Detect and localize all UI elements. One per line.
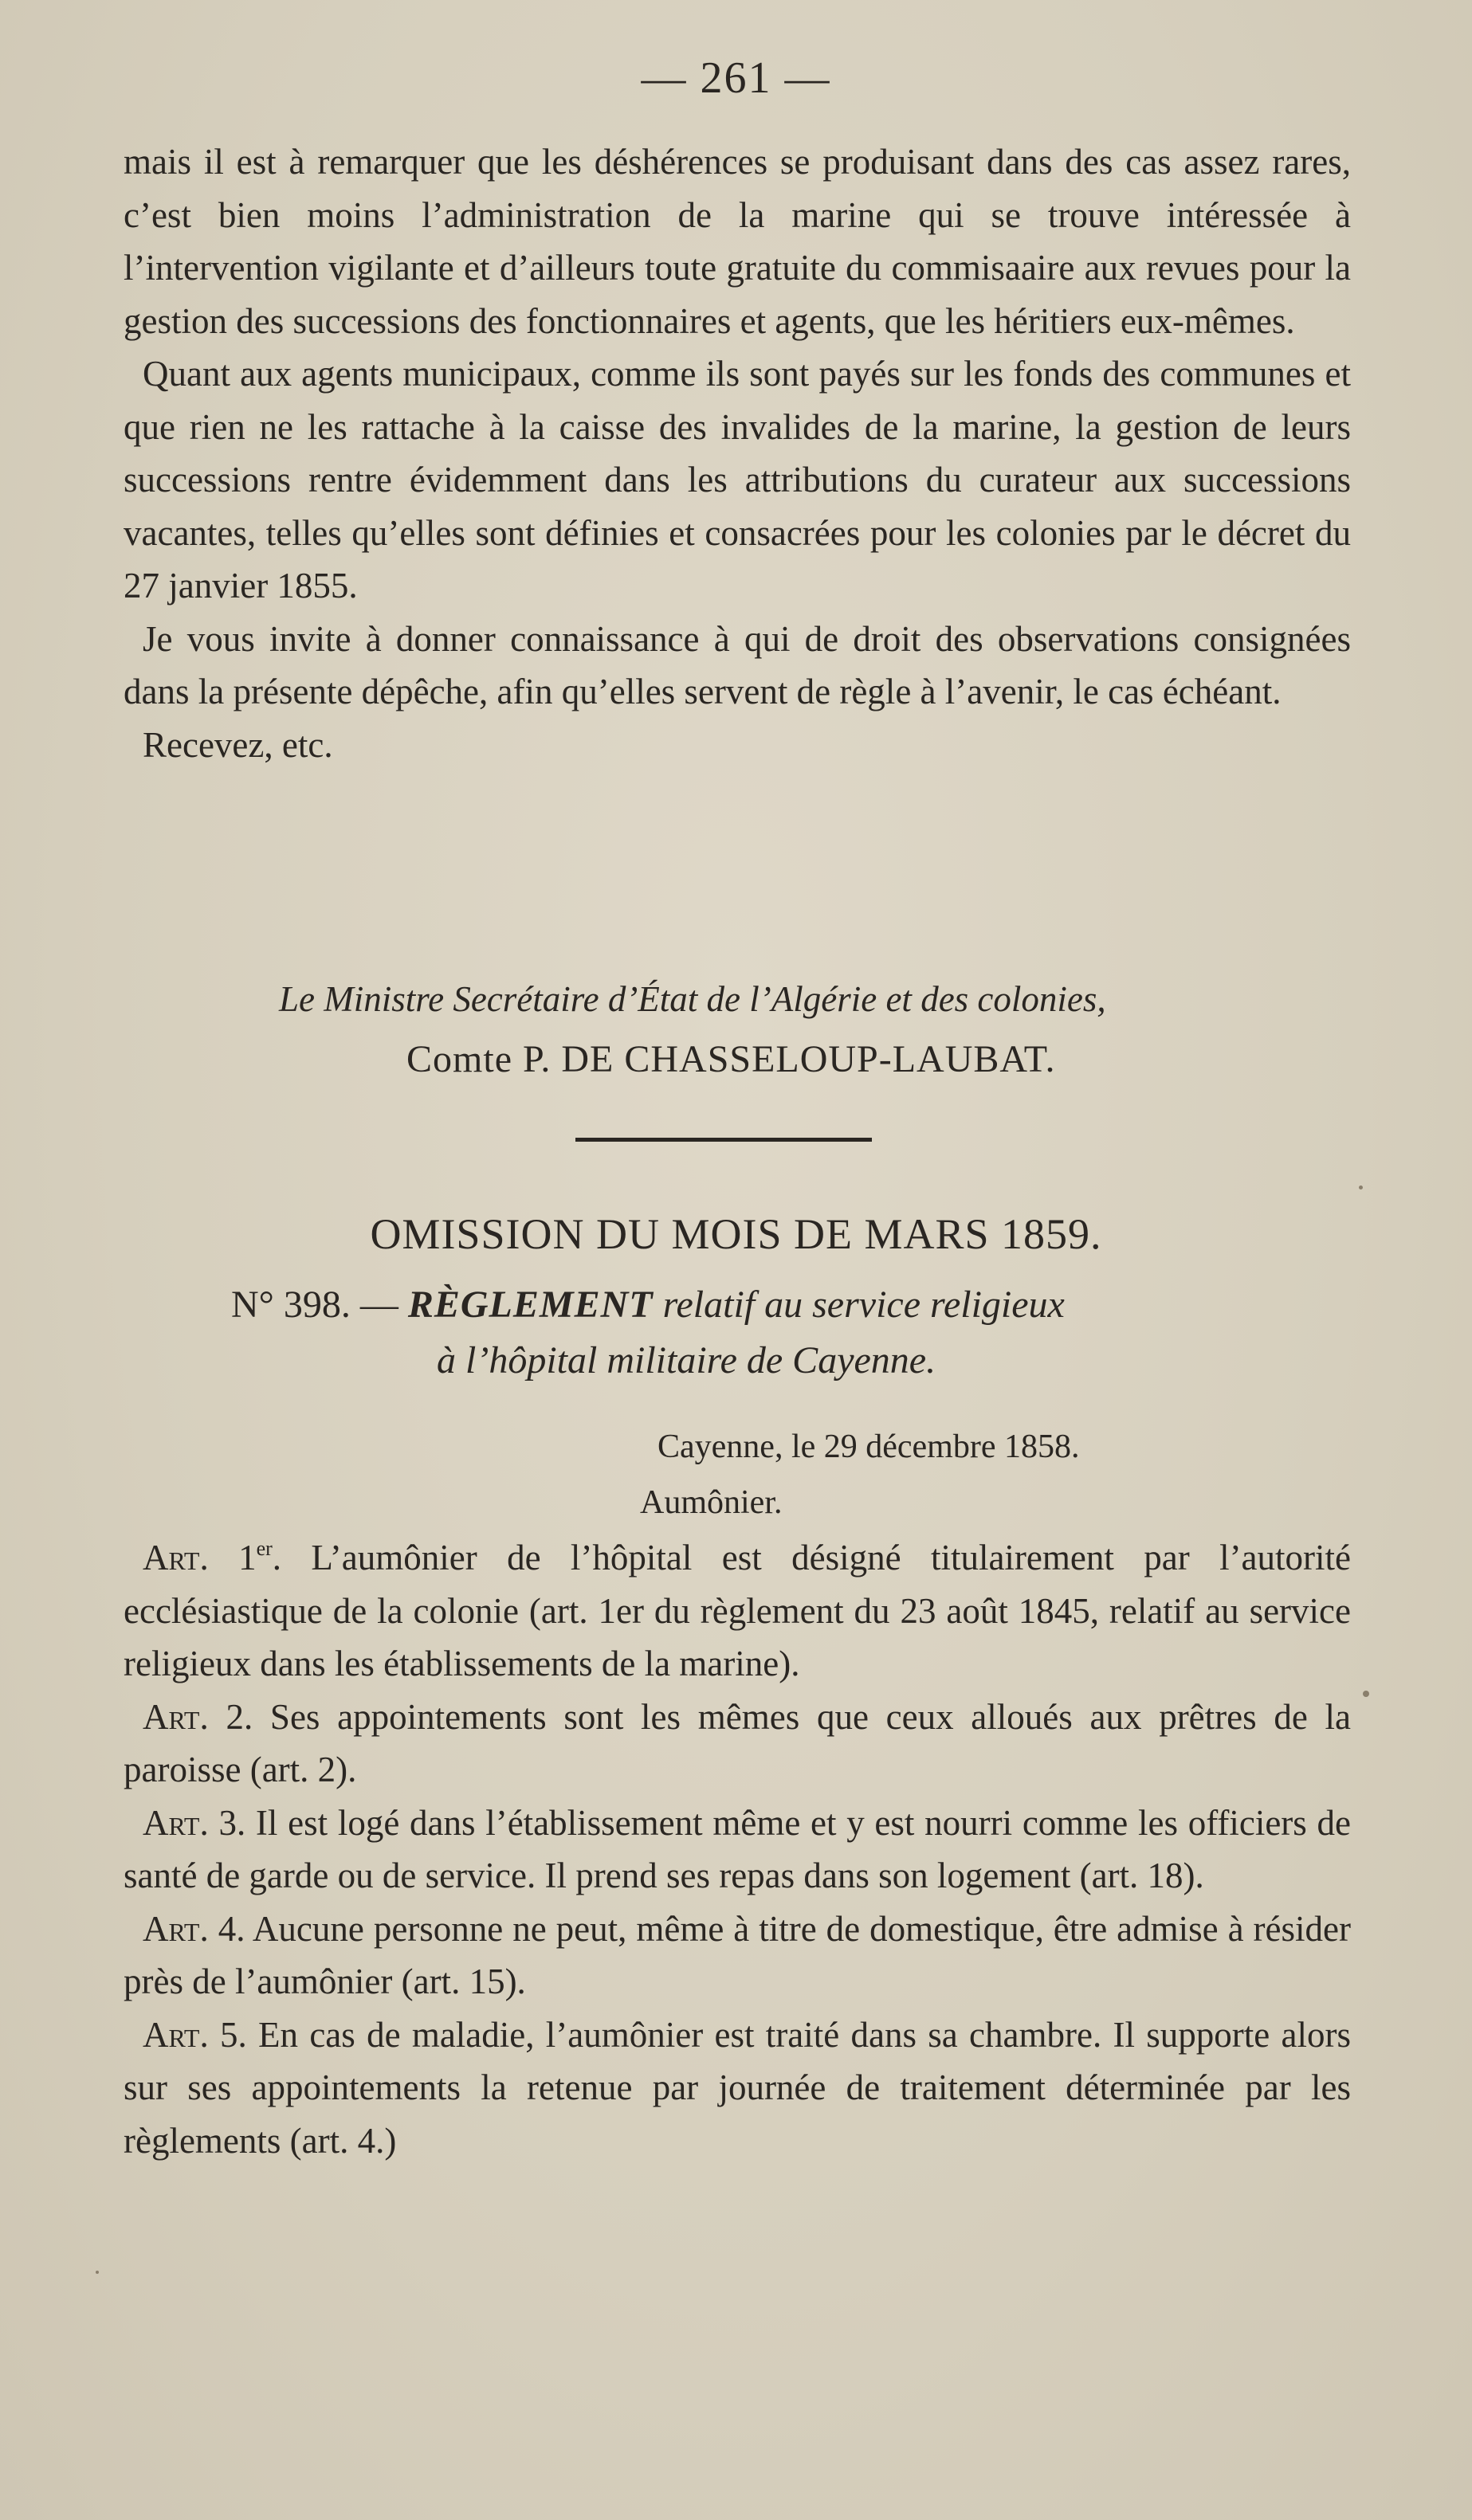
article-label: Art. bbox=[143, 2014, 209, 2055]
regulation-title-line2: à l’hôpital militaire de Cayenne. bbox=[437, 1339, 936, 1381]
article-text: . Aucune personne ne peut, même à titre de domestique, être admise à résider près de l’aumônier (art. 15). bbox=[124, 1908, 1351, 2001]
section-heading-aumonier: Aumônier. bbox=[640, 1484, 783, 1521]
article-1 bbox=[124, 1531, 1351, 1691]
regulation-dash: — bbox=[359, 1284, 398, 1326]
article-number: 3 bbox=[218, 1802, 237, 1843]
article-number: 1 bbox=[238, 1538, 257, 1577]
article-text: . L’aumônier de l’hôpital est désigné titulairement par l’autorité ecclésiastique de la colonie (art. 1er du règlement du 23 août 1845, relatif au service religieux dans les établissements de la marine). bbox=[124, 1538, 1351, 1683]
article-label: Art. bbox=[143, 1538, 209, 1577]
paragraph-deshérences: mais il est à remarquer que les déshérences se produisant dans des cas assez rares, c’est bien moins l’administration de la marine qui se trouve intéressée à l’intervention vigilante et d’ailleurs toute gratuite du commisaaire aux revues pour la gestion des successions des fonctionnaires et agents, que les héritiers eux-mêmes. bbox=[124, 142, 1351, 341]
signature-title: Le Ministre Secrétaire d’État de l’Algérie et des colonies, bbox=[279, 979, 1106, 1019]
regulation-number: N° 398. bbox=[231, 1284, 351, 1326]
paper-speck bbox=[96, 2271, 99, 2274]
article-3 bbox=[124, 1797, 1351, 1903]
section-divider bbox=[575, 1138, 872, 1142]
regulation-title-bold: RÈGLEMENT bbox=[407, 1284, 654, 1326]
top-text-block bbox=[124, 135, 1351, 771]
articles-block bbox=[124, 1531, 1351, 2167]
article-number: 5 bbox=[220, 2014, 238, 2055]
paragraph-recevez: Recevez, etc. bbox=[143, 724, 333, 765]
article-5 bbox=[124, 2009, 1351, 2168]
article-text: . Ses appointements sont les mêmes que ceux alloués aux prêtres de la paroisse (art. 2). bbox=[124, 1696, 1352, 1789]
omission-heading: OMISSION DU MOIS DE MARS 1859. bbox=[370, 1210, 1102, 1258]
regulation-title-rest: relatif au service religieux bbox=[662, 1284, 1065, 1326]
article-2 bbox=[124, 1691, 1351, 1797]
article-label: Art. bbox=[143, 1696, 209, 1737]
article-4 bbox=[124, 1903, 1351, 2009]
page-number: — 261 — bbox=[641, 53, 831, 103]
article-label: Art. bbox=[143, 1802, 209, 1843]
article-sup: er bbox=[256, 1537, 273, 1560]
paragraph-invitation: Je vous invite à donner connaissance à qui de droit des observations consignées dans la présente dépêche, afin qu’elles servent de règle à l’avenir, le cas échéant. bbox=[124, 618, 1351, 711]
article-text: . En cas de maladie, l’aumônier est traité dans sa chambre. Il supporte alors sur ses appointements la retenue par journée de traitement déterminée par les règlements (art. 4.) bbox=[124, 2014, 1352, 2161]
paper-speck bbox=[1363, 1691, 1369, 1697]
article-label: Art. bbox=[143, 1908, 209, 1949]
paper-speck bbox=[1359, 1186, 1363, 1189]
article-number: 2 bbox=[226, 1696, 244, 1737]
regulation-heading bbox=[231, 1283, 1065, 1327]
article-text: . Il est logé dans l’établissement même et y est nourri comme les officiers de santé de garde ou de service. Il prend ses repas dans son logement (art. 18). bbox=[124, 1802, 1351, 1895]
dateline: Cayenne, le 29 décembre 1858. bbox=[657, 1429, 1080, 1465]
signature-name: Comte P. DE CHASSELOUP-LAUBAT. bbox=[406, 1038, 1056, 1080]
paragraph-agents-municipaux: Quant aux agents municipaux, comme ils sont payés sur les fonds des communes et que rien ne les rattache à la caisse des invalides de la marine, la gestion de leurs successions rentre évidemment dans les attributions du curateur aux successions vacantes, telles qu’elles sont définies et consacrées pour les colonies par le décret du 27 janvier 1855. bbox=[124, 354, 1351, 606]
article-number: 4 bbox=[218, 1908, 237, 1949]
